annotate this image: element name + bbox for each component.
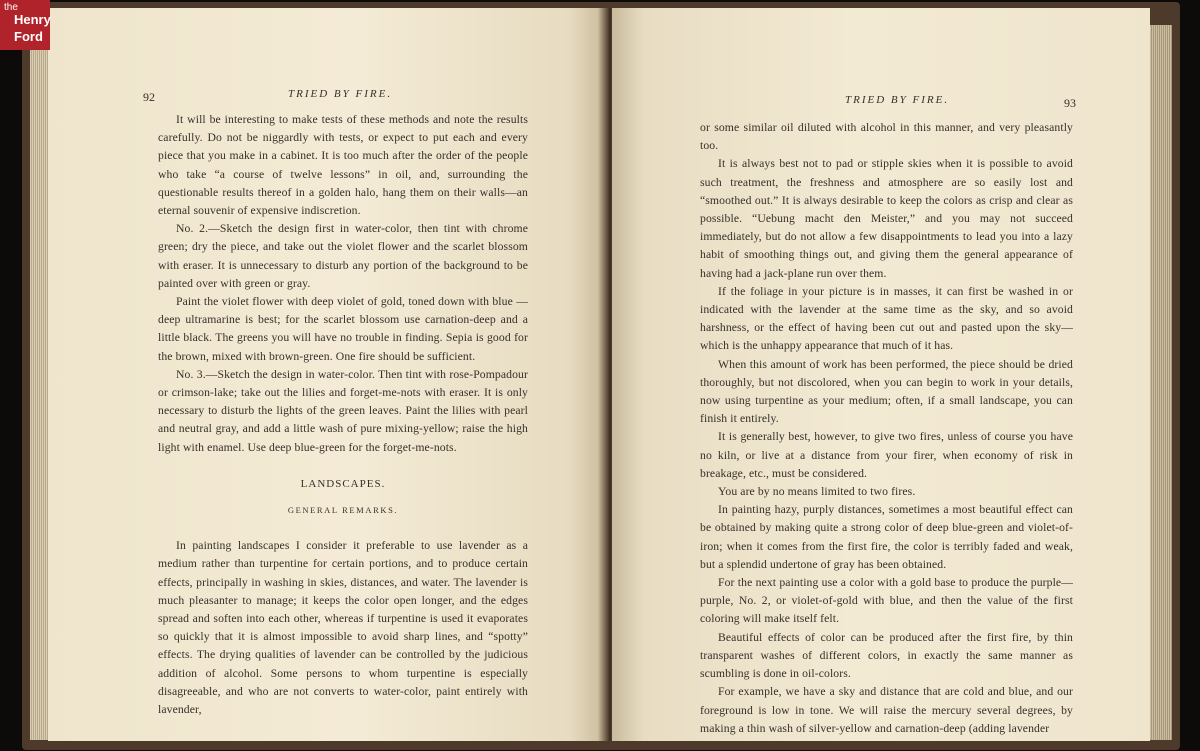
logo-text-ford: Ford [14,29,43,44]
paragraph: In painting landscapes I consider it preferable to use lavender as a medium rather than turpentine for certain portions, and to produce certain effects, principally in washing in skies, distances, and water. The lavender is much pleasanter to manage; it keeps the color open longer, and the edges spread and soften into each other, whereas if turpentine is used it evaporates so quickly that it is almost impossible to avoid sharp lines, and “spotty” effects. The drying qualities of lavender can be controlled by the judicious addition of alcohol. Some persons to whom turpentine is especially disagreeable, and who are not converts to water-color, paint entirely with lavender, [158,539,528,717]
paragraph: You are by no means limited to two fires. [718,485,916,499]
paragraph: When this amount of work has been performed, the piece should be dried thoroughly, but not discolored, when you can begin to work in your details, now using turpentine as your medium; often, if a small landscape, you can finish it entirely. [700,357,1073,426]
paragraph: No. 2.—Sketch the design first in water-color, then tint with chrome green; dry the piece, and take out the violet flower and the scarlet blossom with eraser. It is unnecessary to disturb any portion of the background to be painted over with green or gray. [158,222,528,290]
left-page [48,8,608,741]
right-page-text [700,119,1073,738]
logo-text-the: the [4,2,18,13]
paragraph: It is generally best, however, to give two fires, unless of course you have no kiln, or live at a distance from your firer, when economy of risk in breakage, etc., must be considered. [700,430,1073,480]
paragraph: If the foliage in your picture is in masses, it can first be washed in or indicated with the lavender at the same time as the sky, and so avoid harshness, or the effect of having been cut out and pasted upon the sky—which is the unhappy appearance that much of it has. [700,284,1073,353]
left-page-text [158,111,528,719]
paragraph: It is always best not to pad or stipple skies when it is possible to avoid such treatment, the freshness and atmosphere are so easily lost and “smoothed out.” It is always desirable to keep the colors as crisp and clear as possible. “Uebung macht den Meister,” and you may not succeed immediately, but do not allow a few disappointments to lead you into a lazy habit of smoothing things out, and giving them the general appearance of having had a jack-plane run over them. [700,157,1073,280]
paragraph: In painting hazy, purply distances, sometimes a most beautiful effect can be obtained by making quite a strong color of deep blue-green and violet-of-iron; when it comes from the first fire, the color is terribly faded and weak, but a splendid undertone of gray has been obtained. [700,503,1073,571]
paragraph: For the next painting use a color with a gold base to produce the purple—purple, No. 2, or violet-of-gold with blue, and then the value of the first coloring will make itself felt. [700,576,1073,626]
logo-text-henry: Henry [14,12,51,27]
paragraph: For example, we have a sky and distance that are cold and blue, and our foreground is low in tone. We will raise the mercury several degrees, by making a thin wash of silver-yellow and carnation-deep (adding lavender [700,685,1073,735]
section-subheading: GENERAL REMARKS. [287,505,399,516]
paragraph: or some similar oil diluted with alcohol in this manner, and very pleasantly too. [700,121,1073,153]
section-heading: LANDSCAPES. [300,477,386,490]
paragraph: It will be interesting to make tests of these methods and note the results carefully. Do not be niggardly with tests, or expect to put each and every piece that you make in a cabinet. It is too much after the order of the people who take “a course of twelve lessons” in oil, and, surrounding the questionable results thereof in a golden halo, hang them on their walls—an eternal souvenir of expensive indiscretion. [158,113,528,218]
right-page-number: 93 [1064,96,1076,110]
paragraph: Paint the violet flower with deep violet of gold, toned down with blue —deep ultramarine is best; for the scarlet blossom use carnation-deep and a little black. The greens you will have no trouble in finding. Sepia is good for the brown, mixed with brown-green. One fire should be sufficient. [158,295,528,363]
henry-ford-logo [0,0,50,50]
paragraph: Beautiful effects of color can be produced after the first fire, by thin transparent washes of different colors, in exactly the same manner as scumbling is done in oil-colors. [700,630,1073,681]
paragraph: No. 3.—Sketch the design in water-color. Then tint with rose-Pompadour or crimson-lake; take out the lilies and forget-me-nots with eraser. It is only necessary to disturb the lights of the green leaves. Paint the lilies with pearl and neutral gray, and add a little wash of pure mixing-yellow; raise the high light with enamel. Use deep blue-green for the forget-me-nots. [158,367,528,454]
left-running-title: TRIED BY FIRE. [288,88,393,100]
left-page-number: 92 [143,90,155,104]
right-page [612,8,1150,741]
right-running-title: TRIED BY FIRE. [845,94,950,106]
